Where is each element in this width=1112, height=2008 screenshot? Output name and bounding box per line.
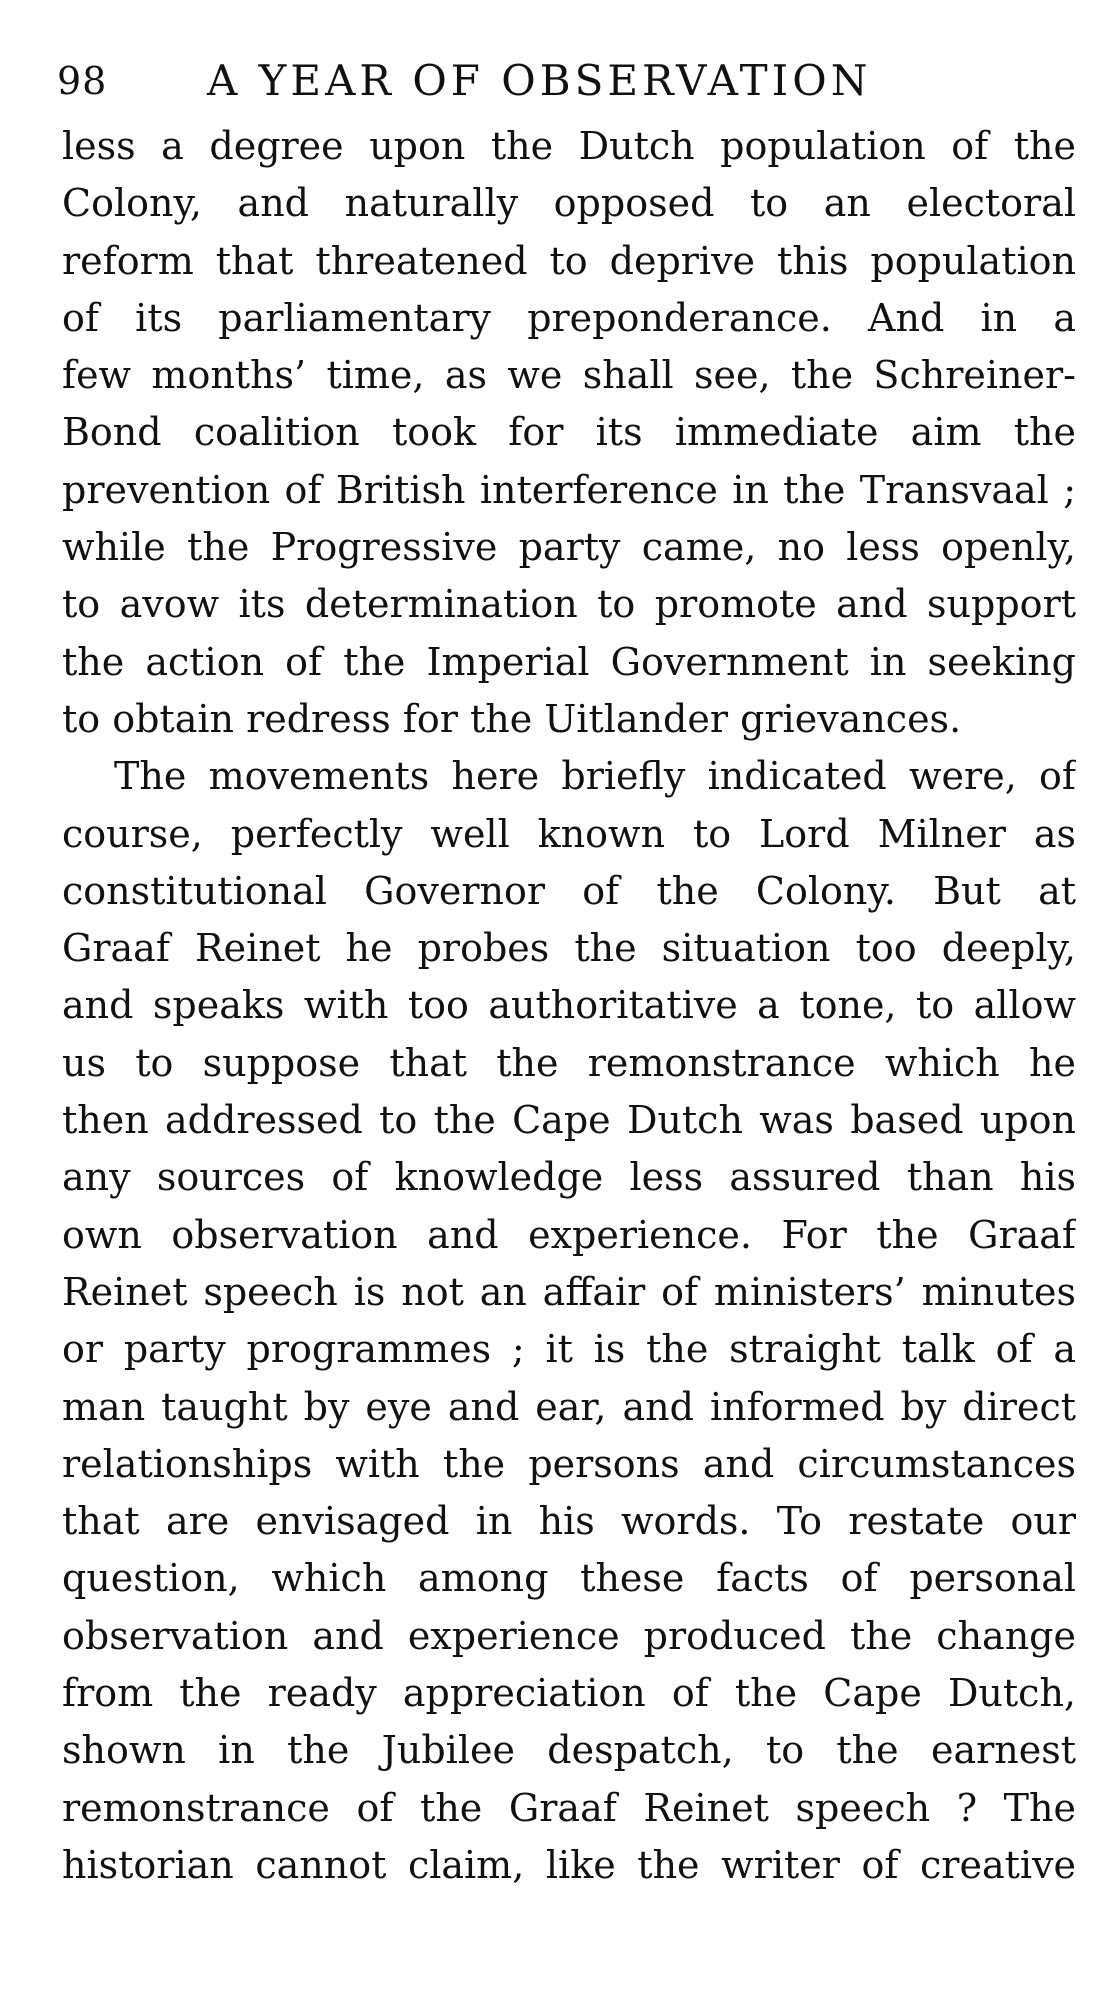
page-header — [57, 52, 1077, 110]
text-line: man taught by eye and ear, and informed by direct — [62, 1384, 1076, 1429]
page-number: 98 — [57, 59, 108, 103]
text-line: question, which among these facts of personal — [62, 1556, 1076, 1601]
body-text — [62, 118, 1076, 1894]
text-line: own observation and experience. For the Graaf — [62, 1212, 1076, 1257]
text-line: Graaf Reinet he probes the situation too deeply, — [62, 926, 1076, 971]
text-line: Bond coalition took for its immediate aim the — [62, 410, 1076, 455]
text-line: from the ready appreciation of the Cape Dutch, — [62, 1671, 1076, 1716]
text-line: us to suppose that the remonstrance which he — [62, 1040, 1076, 1085]
text-line: Reinet speech is not an affair of ministers’ minutes — [62, 1269, 1076, 1314]
text-line: and speaks with too authoritative a tone, to allow — [62, 983, 1076, 1028]
text-line: reform that threatened to deprive this population — [62, 238, 1076, 283]
text-line: historian cannot claim, like the writer of creative — [62, 1842, 1076, 1887]
text-line: relationships with the persons and circumstances — [62, 1441, 1076, 1486]
text-line: observation and experience produced the change — [62, 1613, 1076, 1658]
text-line: the action of the Imperial Government in seeking — [62, 639, 1076, 684]
paragraph-first-line: The movements here briefly indicated were, of — [114, 754, 1076, 799]
text-line: few months’ time, as we shall see, the Schreiner- — [62, 353, 1076, 398]
text-line: any sources of knowledge less assured than his — [62, 1155, 1076, 1200]
text-line: course, perfectly well known to Lord Milner as — [62, 811, 1076, 856]
text-line: remonstrance of the Graaf Reinet speech ? The — [62, 1785, 1076, 1830]
text-line: prevention of British interference in the Transvaal ; — [62, 467, 1076, 512]
text-line: constitutional Governor of the Colony. But at — [62, 868, 1076, 913]
text-line: that are envisaged in his words. To restate our — [62, 1499, 1076, 1544]
text-line: to avow its determination to promote and support — [62, 582, 1076, 627]
text-line: of its parliamentary preponderance. And in a — [62, 295, 1076, 340]
text-line: shown in the Jubilee despatch, to the earnest — [62, 1728, 1076, 1773]
text-line: less a degree upon the Dutch population of the — [62, 124, 1076, 168]
text-line: then addressed to the Cape Dutch was based upon — [62, 1098, 1076, 1143]
text-line: Colony, and naturally opposed to an electoral — [62, 181, 1076, 226]
text-line: or party programmes ; it is the straight talk of a — [62, 1327, 1076, 1372]
running-head: A YEAR OF OBSERVATION — [207, 56, 872, 105]
text-line: while the Progressive party came, no less openly, — [62, 525, 1076, 570]
paragraph-end-line: to obtain redress for the Uitlander grievances. — [62, 696, 962, 741]
